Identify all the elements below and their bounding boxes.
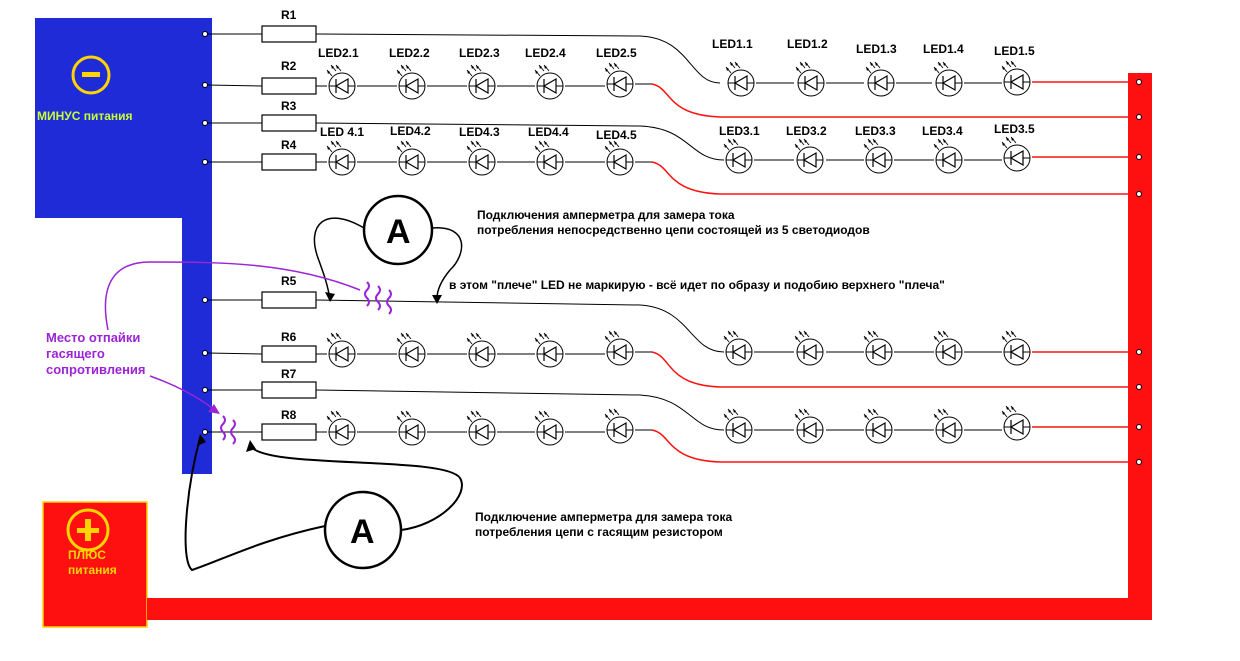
led-label: LED1.1 <box>712 37 753 51</box>
led-label: LED4.4 <box>528 125 569 139</box>
note-break-line1: Место отпайки <box>46 330 141 345</box>
resistor-r3 <box>262 115 316 131</box>
note-break-line2: гасящего <box>46 346 105 361</box>
resistor-r8 <box>262 424 316 440</box>
label-r3: R3 <box>281 99 297 113</box>
plus-sign-v <box>85 519 91 541</box>
label-r6: R6 <box>281 330 297 344</box>
led-row-1 <box>726 61 1030 96</box>
break-marker-r8 <box>221 416 235 444</box>
note-top-line2: потребления непосредственно цепи состоящей из 5 светодиодов <box>477 223 870 237</box>
resistor-r7 <box>262 382 316 398</box>
led-label: LED1.3 <box>856 42 897 56</box>
red-wires <box>652 82 1136 462</box>
arrow-head <box>432 295 442 304</box>
plus-label-line1: ПЛЮС <box>68 548 106 562</box>
ammeter-bottom-symbol: A <box>350 513 375 551</box>
label-r1: R1 <box>281 8 297 22</box>
led-label: LED2.2 <box>389 46 430 60</box>
ammeter-top-lead-left <box>314 218 364 300</box>
led-row-3 <box>724 137 1030 173</box>
led-label: LED4.5 <box>596 128 637 142</box>
minus-label: МИНУС питания <box>37 109 133 123</box>
led-label: LED3.1 <box>719 124 760 138</box>
label-r7: R7 <box>281 367 297 381</box>
led-label: LED2.3 <box>459 46 500 60</box>
label-r4: R4 <box>281 138 297 152</box>
led-row-6 <box>327 331 633 367</box>
label-r5: R5 <box>281 274 297 288</box>
led-row-4 <box>327 141 633 175</box>
led-label: LED2.1 <box>318 46 359 60</box>
led-label: LED3.4 <box>922 124 963 138</box>
label-r2: R2 <box>281 59 297 73</box>
led-label: LED2.4 <box>525 46 566 60</box>
plus-bus-bottom <box>147 598 1152 620</box>
resistor-r5 <box>262 292 316 308</box>
led-label: LED 4.1 <box>320 125 365 139</box>
ammeter-top-symbol: A <box>386 213 411 251</box>
led-label: LED1.2 <box>787 37 828 51</box>
led-row-8 <box>327 409 633 445</box>
resistor-r2 <box>262 78 316 94</box>
led-label: LED4.2 <box>390 124 431 138</box>
note-top-line1: Подключения амперметра для замера тока <box>477 208 735 222</box>
resistor-r1 <box>262 26 316 42</box>
led-row-2 <box>327 63 633 99</box>
led-label: LED2.5 <box>596 46 637 60</box>
led-row-7 <box>724 406 1030 443</box>
led-label: LED3.2 <box>786 124 827 138</box>
led-label: LED3.3 <box>855 124 896 138</box>
note-bottom-line2: потребления цепи с гасящим резистором <box>475 525 723 539</box>
led-label: LED1.4 <box>923 42 964 56</box>
label-r8: R8 <box>281 408 297 422</box>
minus-sign <box>82 72 100 77</box>
note-bottom-line1: Подключение амперметра для замера тока <box>475 510 733 524</box>
led-label: LED3.5 <box>994 122 1035 136</box>
led-row-5 <box>724 331 1030 365</box>
led-label: LED1.5 <box>994 44 1035 58</box>
led-label: LED4.3 <box>459 125 500 139</box>
resistor-r4 <box>262 154 316 170</box>
resistor-r6 <box>262 346 316 362</box>
note-break-line3: сопротивления <box>46 362 146 377</box>
plus-label-line2: питания <box>68 563 117 577</box>
break-marker-r5 <box>365 282 391 314</box>
break-pointer-top <box>105 262 360 330</box>
note-arm: в этом "плече" LED не маркирую - всё идет по образу и подобию верхнего "плеча" <box>449 278 945 292</box>
